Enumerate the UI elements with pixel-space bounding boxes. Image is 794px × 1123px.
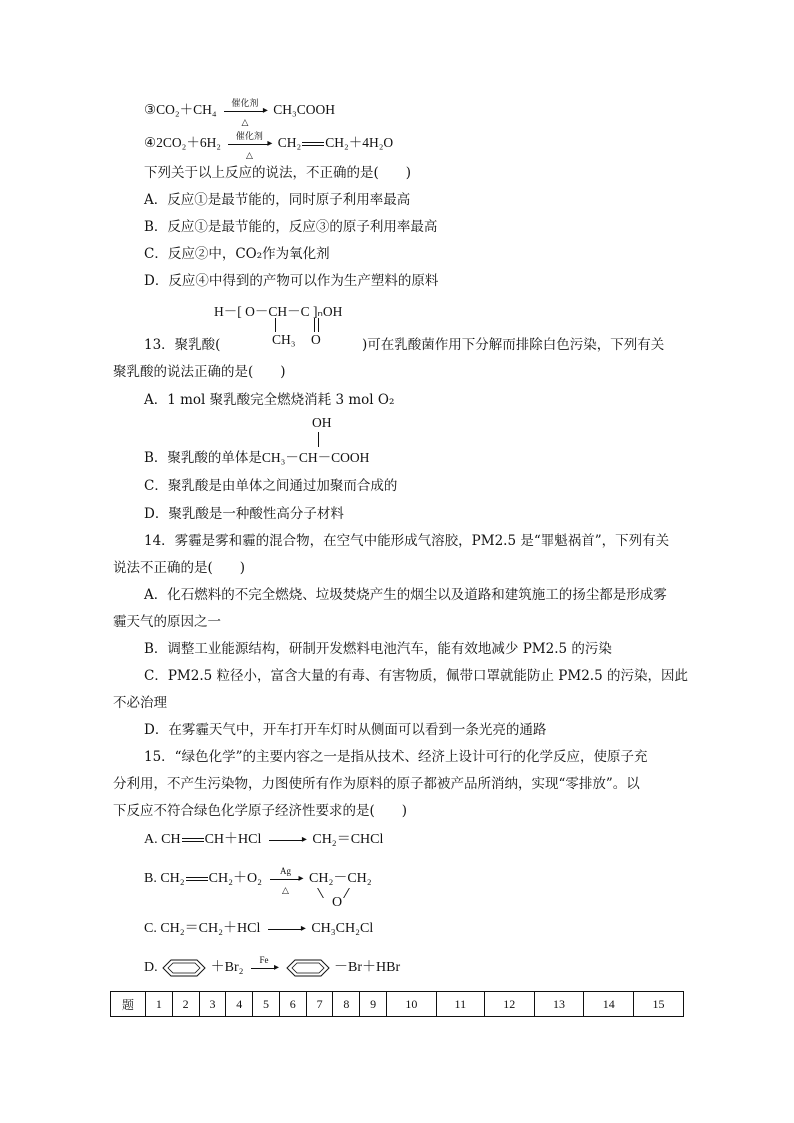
answer-cell: 3	[199, 992, 226, 1017]
catalyst-arrow: Fe ▸	[249, 961, 279, 975]
equation-3-reactants: ③CO₂＋CH₄	[144, 102, 217, 117]
structure-ch3: CH₃	[272, 332, 296, 347]
option-c-product: CH₃CH₂Cl	[311, 921, 374, 936]
option-b-product: CH₂－CH₂	[309, 871, 372, 886]
equation-4-product-b: CH₂＋4H₂O	[325, 135, 394, 150]
q14-option-c-cont: 不必治理	[113, 695, 167, 711]
q13-stem-c: 聚乳酸的说法正确的是( )	[113, 364, 286, 380]
catalyst-label: 催化剂	[231, 97, 259, 108]
equation-4-product-a: CH₂	[277, 135, 302, 150]
catalyst-label: Ag	[280, 865, 291, 876]
q13-option-a: A．1 mol 聚乳酸完全燃烧消耗 3 mol O₂	[144, 392, 395, 408]
q15-stem-c: 下反应不符合绿色化学原子经济性要求的是( )	[113, 803, 408, 819]
option-b-mid: CH₂＋O₂	[208, 871, 262, 886]
q13-option-d: D．聚乳酸是一种酸性高分子材料	[144, 506, 344, 522]
option-a-mid: CH＋HCl	[204, 832, 262, 847]
reaction-arrow: ▸	[266, 922, 306, 936]
equation-3	[144, 97, 335, 127]
option-b-left: B. CH₂	[144, 871, 185, 886]
answer-cell: 15	[634, 992, 684, 1017]
catalyst-arrow: 催化剂 ▸ △	[226, 137, 272, 151]
epoxide-oxygen: O	[332, 895, 343, 910]
equation-4-reactants: ④2CO₂＋6H₂	[144, 135, 222, 150]
answer-table	[110, 991, 684, 1017]
q13-stem-b: )可在乳酸菌作用下分解而排除白色污染，下列有关	[362, 337, 665, 353]
answer-cell: 1	[146, 992, 173, 1017]
q14-option-b: B．调整工业能源结构，研制开发燃料电池汽车，能有效地减少 PM2.5 的污染	[144, 641, 612, 657]
q12-option-a: A．反应①是最节能的，同时原子利用率最高	[144, 192, 411, 208]
q15-stem-a: 15．“绿色化学”的主要内容之一是指从技术、经济上设计可行的化学反应，使原子充	[144, 749, 648, 765]
answer-cell: 10	[387, 992, 437, 1017]
q14-option-c: C．PM2.5 粒径小，富含大量的有毒、有害物质，佩带口罩就能防止 PM2.5 的污染，因此	[144, 668, 688, 684]
double-bond	[186, 877, 208, 881]
q12-option-d: D．反应④中得到的产物可以作为生产塑料的原料	[144, 273, 439, 289]
option-d-product: －Br＋HBr	[334, 960, 401, 976]
q15-option-c	[144, 920, 373, 938]
q13-option-c: C．聚乳酸是由单体之间通过加聚而合成的	[144, 478, 398, 494]
answer-cell: 2	[172, 992, 199, 1017]
polylactic-acid-structure: H－[ O－CH－C ]ₙOH	[214, 304, 343, 319]
answer-table-header: 题	[111, 992, 146, 1017]
q14-option-d: D．在雾霾天气中，开车打开车灯时从侧面可以看到一条光亮的通路	[144, 722, 547, 738]
monomer-oh: OH	[312, 415, 332, 430]
q13-option-b	[144, 449, 369, 467]
catalyst-label: Fe	[259, 955, 269, 965]
answer-cell: 4	[226, 992, 253, 1017]
structure-oxygen: O	[311, 332, 321, 347]
heat-label: △	[245, 149, 253, 160]
catalyst-arrow: 催化剂 ▸ △	[222, 104, 268, 118]
benzene-ring-icon	[161, 958, 207, 978]
option-a-left: A. CH	[144, 832, 181, 847]
reaction-arrow: ▸	[267, 833, 307, 847]
catalyst-arrow: Ag ▸ △	[268, 872, 304, 886]
answer-cell: 9	[360, 992, 387, 1017]
q15-option-a	[144, 831, 383, 849]
heat-label: △	[241, 116, 249, 127]
option-d-label: D.	[144, 960, 158, 976]
q14-stem-a: 14．雾霾是雾和霾的混合物，在空气中能形成气溶胶，PM2.5 是“罪魁祸首”，下列有关	[144, 533, 670, 549]
bond-line	[318, 432, 319, 447]
answer-cell: 12	[484, 992, 534, 1017]
q13-stem-a: 13．聚乳酸(	[144, 337, 221, 353]
bond-line	[275, 318, 276, 332]
answer-table-row	[111, 992, 684, 1017]
q15-stem-b: 分利用，不产生污染物，力图使所有作为原料的原子都被产品所消纳，实现“零排放”。以	[113, 776, 640, 792]
catalyst-label: 催化剂	[235, 130, 263, 141]
benzene-ring-icon	[285, 958, 331, 978]
double-bond-line	[314, 318, 319, 332]
answer-cell: 6	[279, 992, 306, 1017]
double-bond	[302, 142, 324, 146]
answer-cell: 8	[333, 992, 360, 1017]
option-d-mid: ＋Br₂	[210, 960, 244, 976]
q12-stem: 下列关于以上反应的说法，不正确的是( )	[144, 165, 412, 181]
equation-4	[144, 130, 394, 160]
q15-option-d	[144, 955, 401, 978]
q15-option-b	[144, 865, 372, 895]
heat-label: △	[282, 884, 289, 895]
answer-cell: 5	[253, 992, 280, 1017]
q12-option-c: C．反应②中，CO₂作为氧化剂	[144, 246, 330, 262]
answer-cell: 14	[584, 992, 634, 1017]
double-bond	[182, 838, 204, 842]
answer-cell: 11	[436, 992, 484, 1017]
epoxide-bond-right	[343, 888, 364, 898]
option-a-product: CH₂＝CHCl	[312, 832, 384, 847]
option-c-left: C. CH₂＝CH₂＋HCl	[144, 921, 261, 936]
q14-option-a-cont: 霾天气的原因之一	[113, 614, 221, 630]
q14-stem-b: 说法不正确的是( )	[113, 560, 246, 576]
equation-3-product: CH₃COOH	[273, 102, 335, 117]
monomer-formula: CH₃－CH－COOH	[261, 450, 370, 465]
q12-option-b: B．反应①是最节能的，反应③的原子利用率最高	[144, 219, 438, 235]
answer-cell: 7	[306, 992, 333, 1017]
q14-option-a: A．化石燃料的不完全燃烧、垃圾焚烧产生的烟尘以及道路和建筑施工的扬尘都是形成雾	[144, 587, 667, 603]
q13-option-b-label: B．聚乳酸的单体是	[144, 450, 262, 466]
answer-cell: 13	[534, 992, 584, 1017]
